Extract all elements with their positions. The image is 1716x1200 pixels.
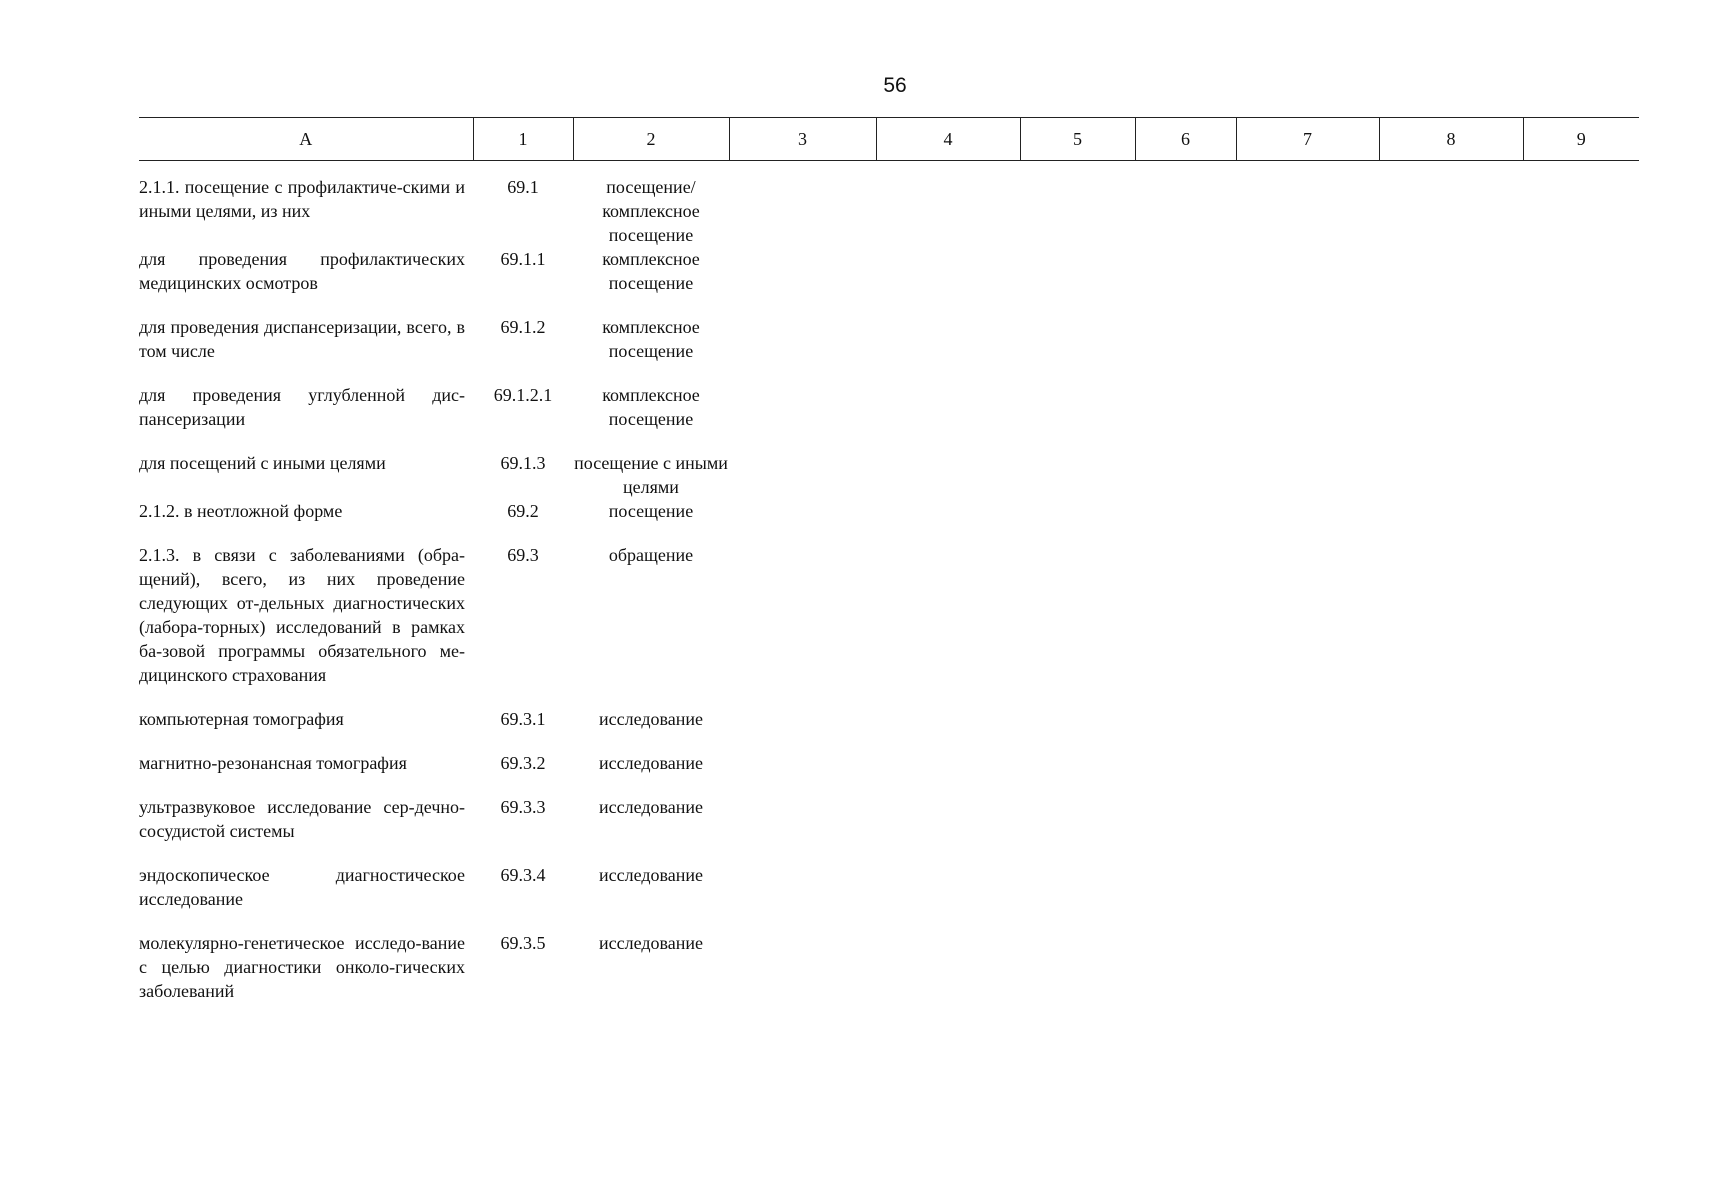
row-unit: посещение с иными целями: [574, 453, 728, 497]
row-unit: посещение: [608, 501, 694, 521]
row-name: 2.1.1. посещение с профилактиче-скими и иными целями, из них: [139, 177, 465, 221]
row-code: 69.2: [507, 501, 539, 521]
table-row: [139, 795, 1639, 863]
table-row: [139, 161, 1639, 248]
row-unit: исследование: [598, 797, 703, 817]
column-header-6: 6: [1135, 118, 1236, 161]
table-row: [139, 543, 1639, 707]
table-row: [139, 499, 1639, 543]
row-unit: исследование: [598, 865, 703, 885]
column-header-4: 4: [876, 118, 1020, 161]
table-row: [139, 451, 1639, 499]
row-name: эндоскопическое диагностическое исследование: [139, 865, 465, 909]
table-row: [139, 751, 1639, 795]
column-header-8: 8: [1379, 118, 1523, 161]
row-name: 2.1.2. в неотложной форме: [139, 501, 343, 521]
row-code: 69.1.2.1: [493, 385, 553, 405]
row-code: 69.1: [507, 177, 539, 197]
row-code: 69.3.2: [500, 753, 546, 773]
row-name: 2.1.3. в связи с заболеваниями (обра-щений), всего, из них проведение следующих от-дельных диагностических (лабора-торных) исследований в рамках ба-зовой программы обязательного ме-дицинского страхования: [139, 545, 465, 685]
row-unit: посещение/ комплексное посещение: [602, 177, 700, 245]
row-name: для проведения углубленной дис-пансеризации: [139, 385, 465, 429]
table-row: [139, 383, 1639, 451]
row-unit: обращение: [608, 545, 694, 565]
row-name: для посещений с иными целями: [139, 453, 386, 473]
column-header-7: 7: [1236, 118, 1379, 161]
table-row: [139, 931, 1639, 1023]
table-row: [139, 247, 1639, 315]
row-code: 69.3.1: [500, 709, 546, 729]
column-header-2: 2: [573, 118, 729, 161]
table-row: [139, 315, 1639, 383]
row-unit: исследование: [598, 753, 703, 773]
row-name: ультразвуковое исследование сер-дечно-сосудистой системы: [139, 797, 465, 841]
row-unit: исследование: [598, 709, 703, 729]
row-unit: комплексное посещение: [602, 317, 700, 361]
row-code: 69.3.4: [500, 865, 546, 885]
column-header-9: 9: [1523, 118, 1639, 161]
row-name: компьютерная томография: [139, 709, 344, 729]
row-code: 69.1.3: [500, 453, 546, 473]
table-row: [139, 863, 1639, 931]
column-header-1: 1: [473, 118, 573, 161]
row-code: 69.3.3: [500, 797, 546, 817]
page-number: 56: [883, 74, 907, 97]
row-name: магнитно-резонансная томография: [139, 753, 407, 773]
row-unit: комплексное посещение: [602, 249, 700, 293]
row-code: 69.1.2: [500, 317, 546, 337]
column-header-a: А: [139, 118, 473, 161]
table-header-row: [139, 118, 1639, 161]
data-table: [139, 117, 1639, 1023]
row-name: для проведения диспансеризации, всего, в том числе: [139, 317, 465, 361]
row-code: 69.1.1: [500, 249, 546, 269]
row-code: 69.3: [507, 545, 539, 565]
column-header-3: 3: [729, 118, 876, 161]
row-code: 69.3.5: [500, 933, 546, 953]
row-name: для проведения профилактических медицинских осмотров: [139, 249, 465, 293]
row-name: молекулярно-генетическое исследо-вание с целью диагностики онколо-гических заболеваний: [139, 933, 465, 1001]
row-unit: комплексное посещение: [602, 385, 700, 429]
column-header-5: 5: [1020, 118, 1135, 161]
table-row: [139, 707, 1639, 751]
row-unit: исследование: [598, 933, 703, 953]
